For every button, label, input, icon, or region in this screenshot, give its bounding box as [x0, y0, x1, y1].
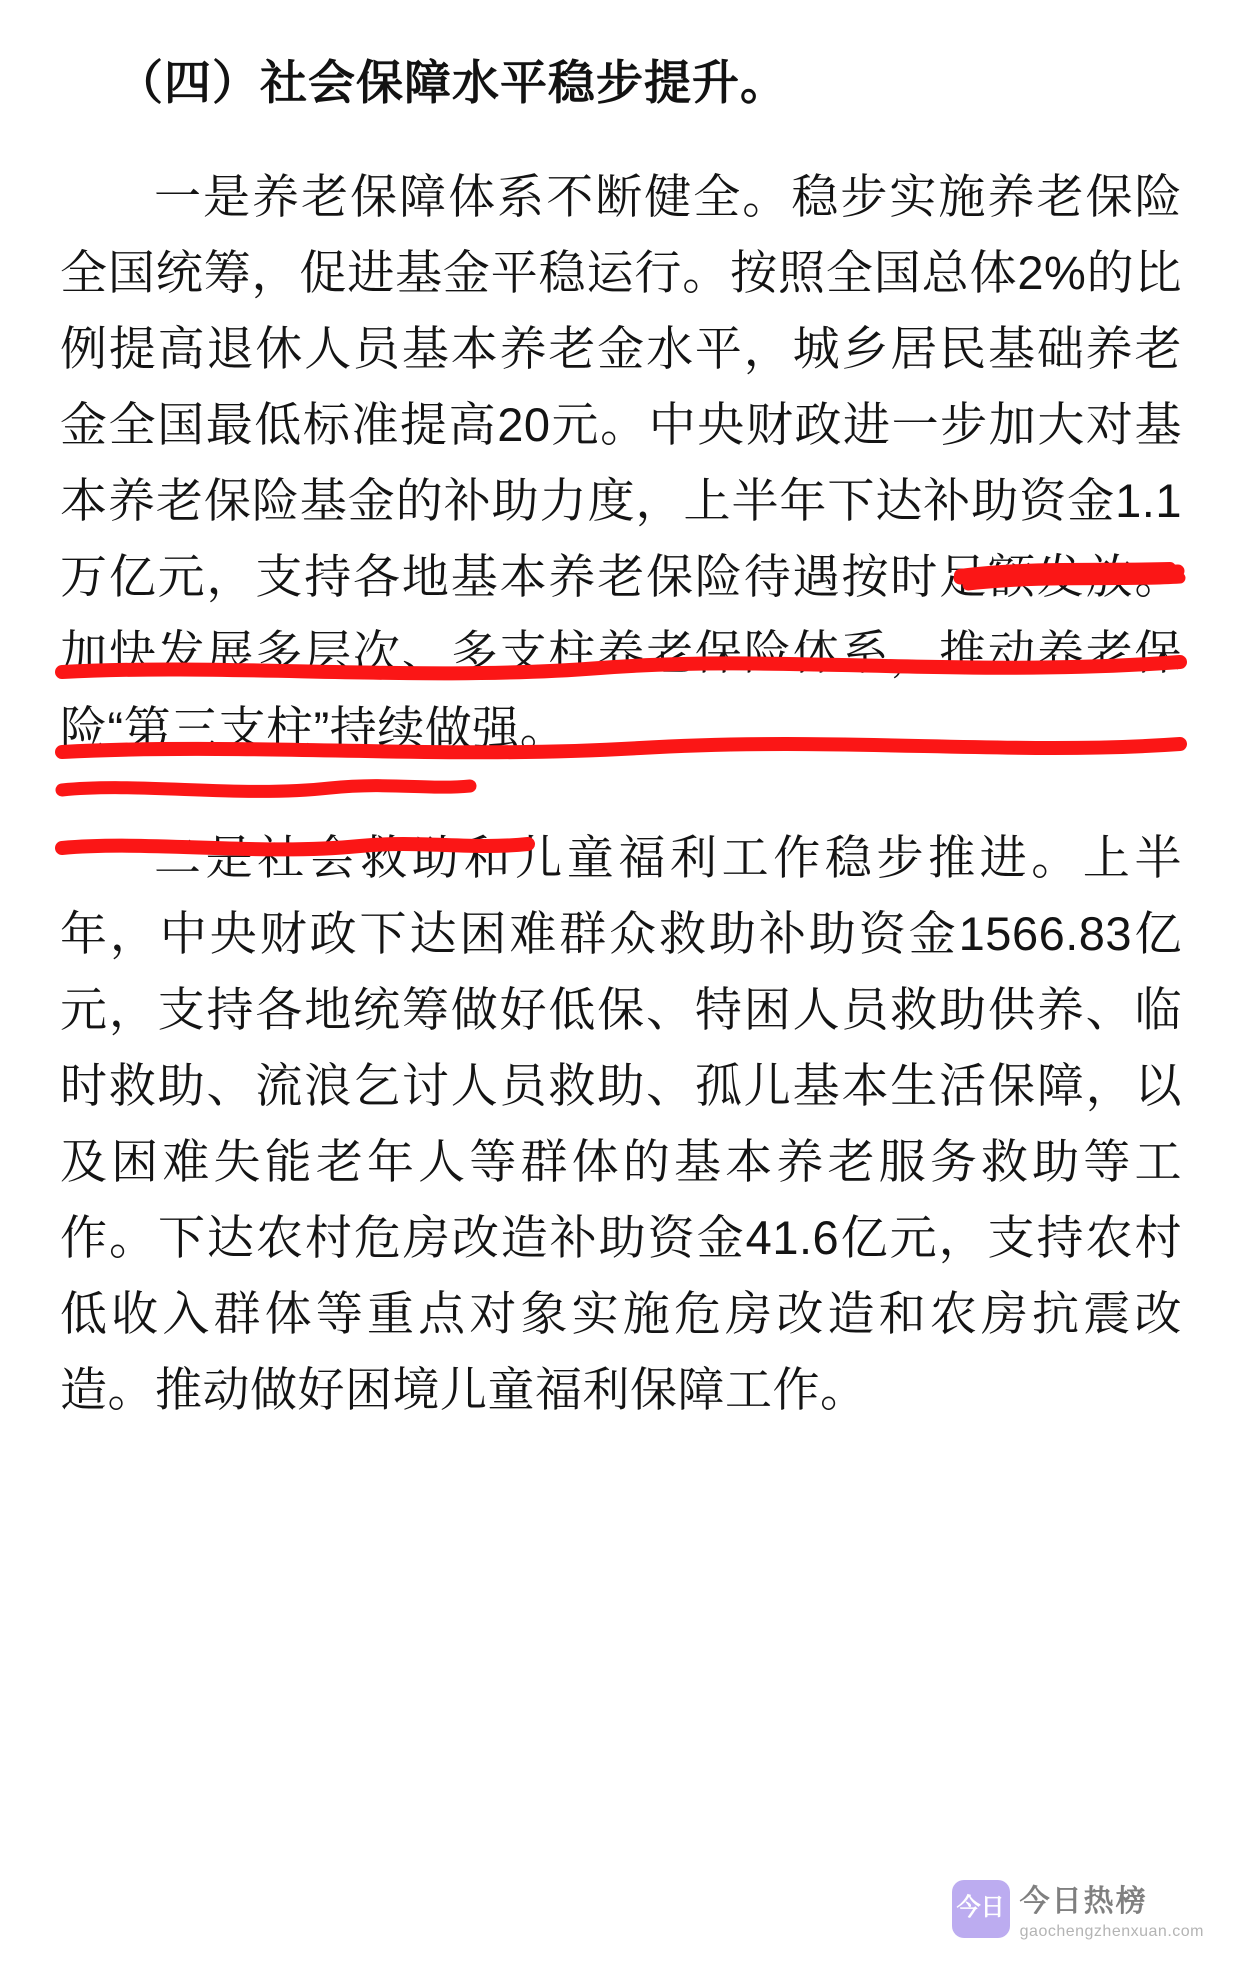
watermark-subtitle: gaochengzhenxuan.com	[1019, 1923, 1204, 1940]
paragraph-pension-system: 一是养老保障体系不断健全。稳步实施养老保险全国统筹，促进基金平稳运行。按照全国总体2%的比例提高退休人员基本养老金水平，城乡居民基础养老金全国最低标准提高20元。中央财政进一步加大对基本养老保险基金的补助力度，上半年下达补助资金1.1万亿元，支持各地基本养老保险待遇按时足额发放。加快发展多层次、多支柱养老保险体系，推动养老保险“第三支柱”持续做强。	[60, 169, 1182, 756]
page-title: （四）社会保障水平稳步提升。	[116, 56, 788, 109]
watermark-title: 今日热榜	[1019, 1885, 1148, 1918]
watermark	[952, 1876, 1204, 1941]
watermark-badge: 今日	[952, 1880, 1010, 1938]
paragraph-social-assistance: 二是社会救助和儿童福利工作稳步推进。上半年，中央财政下达困难群众救助补助资金1566.83亿元，支持各地统筹做好低保、特困人员救助供养、临时救助、流浪乞讨人员救助、孤儿基本生活保障，以及困难失能老年人等群体的基本养老服务救助等工作。下达农村危房改造补助资金41.6亿元，支持农村低收入群体等重点对象实施危房改造和农房抗震改造。推动做好困境儿童福利保障工作。	[60, 830, 1182, 1417]
watermark-texts	[1020, 1876, 1204, 1941]
